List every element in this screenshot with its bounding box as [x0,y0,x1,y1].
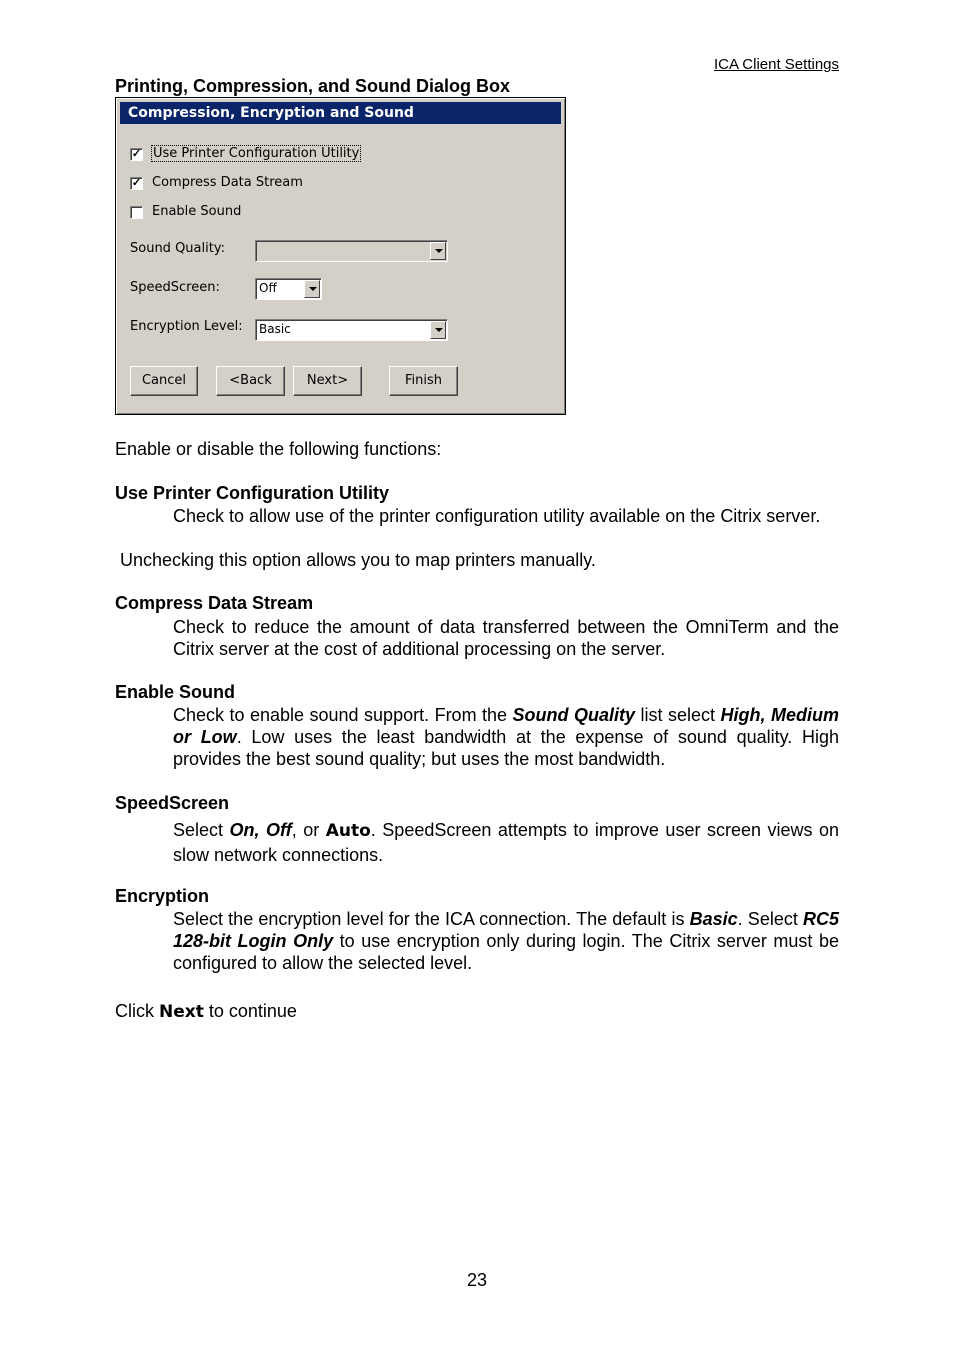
emphasis: On, Off [229,820,292,840]
emphasis: RC5 128-bit Login Only [173,909,840,951]
sound-quality-label: Sound Quality: [130,241,225,256]
chevron-down-icon[interactable] [430,242,446,260]
section-title-sound: Enable Sound [115,682,236,702]
closing-text [115,1000,297,1023]
figure-title: Printing, Compression, and Sound Dialog Box [115,76,511,96]
section-text-speedscreen [173,818,839,867]
text-run: to continue [203,1001,297,1021]
text-run: Click [115,1001,159,1021]
chevron-down-icon[interactable] [430,321,446,339]
printer-config-label: Use Printer Configuration Utility [153,146,360,161]
text-run: , or [291,820,326,840]
text-run: list select [635,705,721,725]
speedscreen-value: Off [259,281,277,295]
section-note-printer: Unchecking this option allows you to map printers manually. [115,550,596,570]
text-run: . Low uses the least bandwidth at the expense of sound quality. High provides the best sound quality; but uses the most bandwidth. [173,727,839,769]
text-run: . SpeedScreen attempts to improve user screen views on slow network connections. [173,820,839,865]
next-button[interactable]: Next> [293,366,362,396]
compress-checkbox[interactable]: ✓ [131,177,142,189]
page-number: 23 [466,1270,488,1290]
section-text-encryption [173,908,839,974]
cancel-button[interactable]: Cancel [130,366,198,396]
text-run: . Select [737,909,803,929]
section-title-printer: Use Printer Configuration Utility [115,483,390,503]
header-link[interactable]: ICA Client Settings [713,56,839,73]
dialog-window [115,97,566,415]
emphasis: Next [159,1002,204,1022]
speedscreen-label: SpeedScreen: [130,280,220,295]
intro-text: Enable or disable the following functions: [115,439,442,459]
encryption-select[interactable] [255,319,448,341]
section-title-compress: Compress Data Stream [115,593,314,613]
speedscreen-select[interactable] [255,278,322,300]
section-text-printer: Check to allow use of the printer configuration utility available on the Citrix server. [173,506,821,526]
emphasis: Sound Quality [512,705,636,725]
emphasis: Auto [325,821,371,841]
text-run: to use encryption only during login. The Citrix server must be configured to allow the selected level. [173,931,839,973]
text-run: Select [173,820,230,840]
chevron-down-icon[interactable] [304,280,320,298]
printer-config-checkbox[interactable]: ✓ [131,148,142,160]
encryption-value: Basic [259,322,291,336]
back-button[interactable]: <Back [216,366,285,396]
section-title-encryption: Encryption [115,886,210,906]
text-run: Check to enable sound support. From the [173,705,513,725]
enable-sound-label: Enable Sound [152,204,242,219]
enable-sound-checkbox[interactable] [130,206,143,219]
compress-label: Compress Data Stream [152,175,303,190]
sound-quality-select[interactable] [255,240,448,262]
section-text-sound [173,704,839,770]
emphasis: Basic [689,909,738,929]
text-run: Select the encryption level for the ICA connection. The default is [173,909,690,929]
section-title-speedscreen: SpeedScreen [115,793,230,813]
dialog-titlebar: Compression, Encryption and Sound [120,102,561,124]
section-text-compress: Check to reduce the amount of data transferred between the OmniTerm and the Citrix server at the cost of additional processing on the server. [173,617,839,659]
finish-button[interactable]: Finish [389,366,458,396]
encryption-label: Encryption Level: [130,319,243,334]
emphasis: High, Medium or Low [173,705,839,747]
